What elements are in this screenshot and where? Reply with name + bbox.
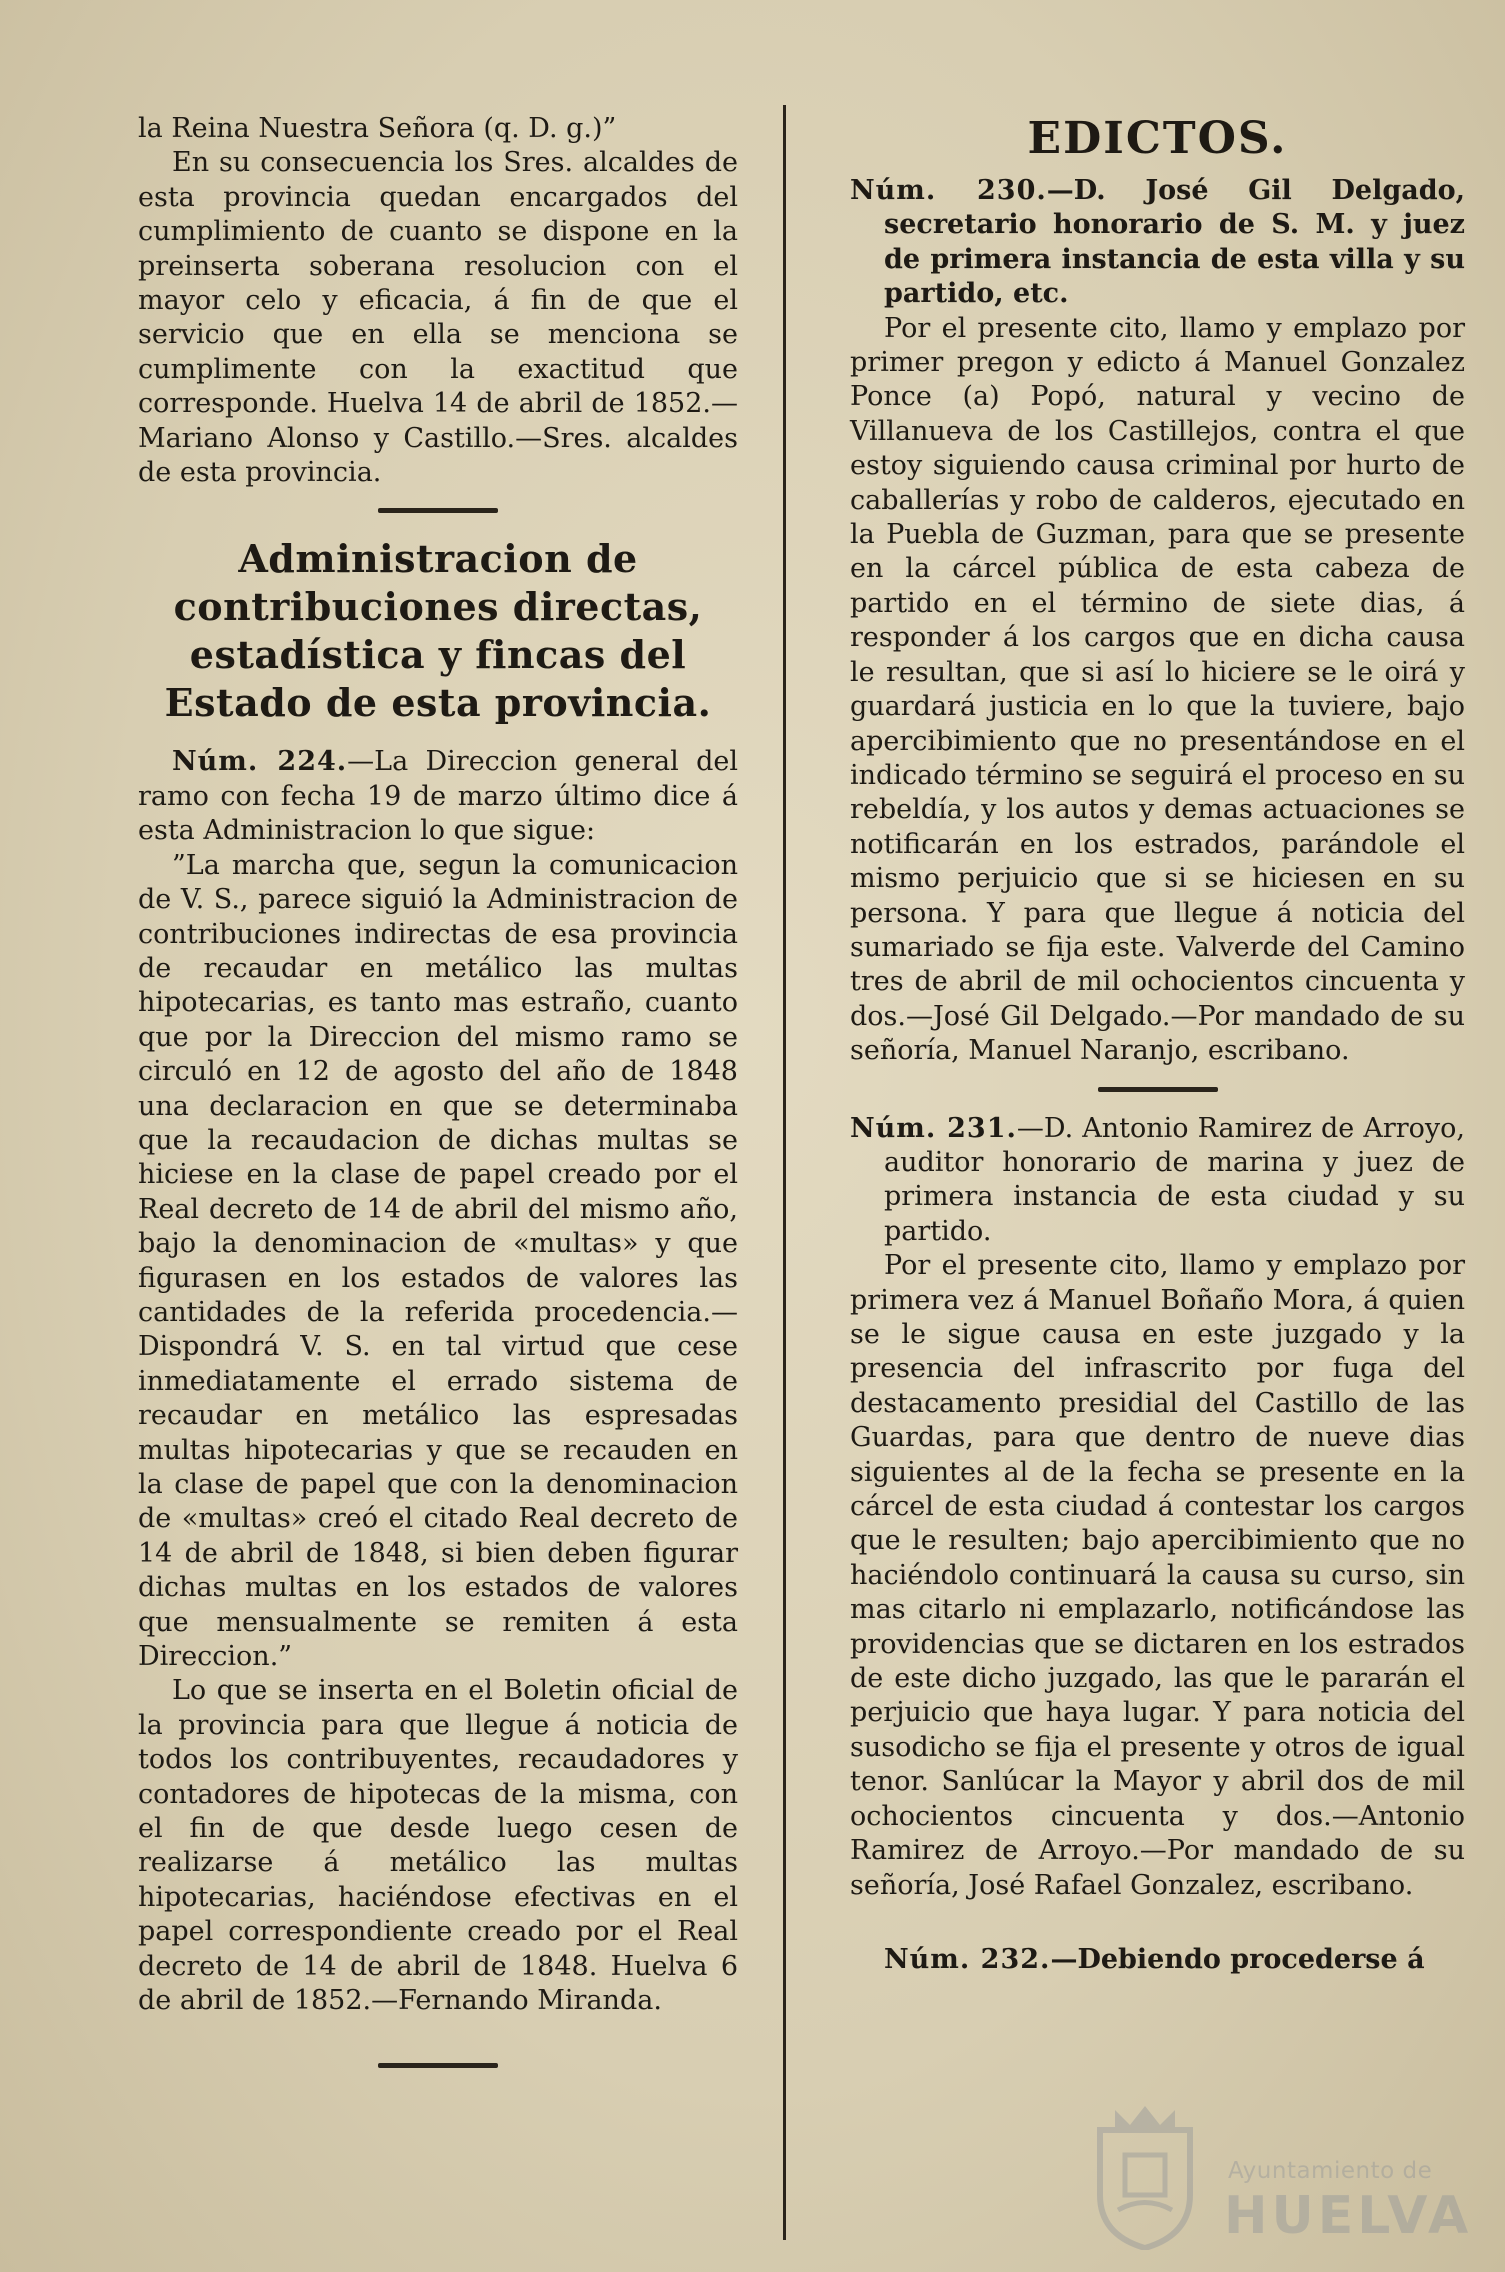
edict-number: Núm. 231. — [850, 1112, 1017, 1144]
notice-intro-text: —La Direccion general del ramo con fecha 19 de marzo último dice á esta Administracion lo que sigue: — [138, 746, 738, 847]
notice-number: Núm. 224. — [172, 746, 348, 778]
edict-232-start — [850, 1943, 1465, 1977]
edict-header-text: —D. José Gil Delgado, secretario honorario de S. M. y juez de primera instancia de esta villa y su partido, etc. — [884, 175, 1465, 310]
edict-232-text: —Debiendo procederse á — [1050, 1943, 1425, 1975]
watermark — [1090, 2100, 1473, 2250]
continued-text: la Reina Nuestra Señora (q. D. g.)” — [138, 113, 617, 144]
right-column — [850, 112, 1465, 1977]
notice-224-intro — [138, 745, 738, 848]
column-divider — [783, 105, 786, 2240]
watermark-line2: HUELVA — [1224, 2186, 1473, 2246]
edictos-heading: EDICTOS. — [1027, 113, 1288, 164]
announcement-paragraph: En su consecuencia los Sres. alcaldes de esta provincia quedan encargados del cumplimiento de cuanto se dispone en la preinserta soberana resolucion con el mayor celo y eficacia, á fin de que el servicio que en ella se menciona se cumplimente con la exactitud que corresponde. Huelva 14 de abril de 1852.—Mariano Alonso y Castillo.—Sres. alcaldes de esta provincia. — [138, 147, 738, 489]
notice-224-closing: Lo que se inserta en el Boletin oficial de la provincia para que llegue á noticia de todos los contribuyentes, recaudadores y contadores de hipotecas de la misma, con el fin de que desde luego cesen de realizarse á metálico las multas hipotecarias, haciéndose efectivas en el papel correspondiente creado por el Real decreto de 14 de abril de 1848. Huelva 6 de abril de 1852.—Fernando Miranda. — [138, 1675, 738, 2017]
spacer — [850, 1903, 1465, 1943]
edict-230-header — [850, 174, 1465, 312]
notice-224-quote: ”La marcha que, segun la comunicacion de V. S., parece siguió la Administracion de contribuciones indirectas de esa provincia de recaudar en metálico las multas hipotecarias, es tanto mas estraño, cuanto que por la Direccion del mismo ramo se circuló en 12 de agosto del año de 1848 una declaracion en que se determinaba que la recaudacion de dichas multas se hiciese en la clase de papel creado por el Real decreto de 14 de abril del mismo año, bajo la denominacion de «multas» y que figurasen en los estados de valores las cantidades de la referida procedencia.—Dispondrá V. S. en tal virtud que cese inmediatamente el errado sistema de recaudar en metálico las espresadas multas hipotecarias y que se recauden en la clase de papel que con la denominacion de «multas» creó el citado Real decreto de 14 de abril de 1848, si bien deben figurar dichas multas en los estados de valores que mensualmente se remiten á esta Direccion.” — [138, 849, 738, 1673]
edict-divider — [1098, 1087, 1218, 1092]
spacer — [138, 727, 738, 745]
end-divider — [378, 2063, 498, 2068]
left-column — [138, 112, 738, 2088]
edict-number: Núm. 230. — [850, 175, 1047, 206]
edict-231-header — [850, 1112, 1465, 1250]
edict-header-text: —D. Antonio Ramirez de Arroyo, auditor honorario de marina y juez de primera instancia de esta ciudad y su partido. — [884, 1112, 1465, 1247]
edict-230-body: Por el presente cito, llamo y emplazo por primer pregon y edicto á Manuel Gonzalez Ponce (a) Popó, natural y vecino de Villanueva de los Castillejos, contra el que estoy siguiendo causa criminal por hurto de caballerías y robo de calderos, ejecutado en la Puebla de Guzman, para que se presente en la cárcel pública de esta cabeza de partido en el término de siete dias, á responder á los cargos que en dicha causa le resultan, que si así lo hiciere se le oirá y guardará justicia en lo que la tuviere, bajo apercibimiento que no presentándose en el indicado término se seguirá el proceso en su rebeldía, y los autos y demas actuaciones se notificarán en los estrados, parándole el mismo perjuicio que si se hiciesen en su persona. Y para que llegue á noticia del sumariado se fija este. Valverde del Camino tres de abril de mil ochocientos cincuenta y dos.—José Gil Delgado.—Por mandado de su señoría, Manuel Naranjo, escribano. — [850, 312, 1465, 1067]
watermark-line1: Ayuntamiento de — [1228, 2158, 1433, 2184]
edict-231-body: Por el presente cito, llamo y emplazo por primera vez á Manuel Boñaño Mora, á quien se le sigue causa en este juzgado y la presencia del infrascrito por fuga del destacamento presidial del Castillo de las Guardas, para que dentro de nueve dias siguientes al de la fecha se presente en la cárcel de esta ciudad á contestar los cargos que le resulten; bajo apercibimiento que no haciéndolo continuará la causa su curso, sin mas citarlo ni emplazarlo, notificándose las providencias que se dictaren en los estrados de este dicho juzgado, las que le pararán el perjuicio que haya lugar. Y para noticia del susodicho se fija el presente y otros de igual tenor. Sanlúcar la Mayor y abril dos de mil ochocientos cincuenta y dos.—Antonio Ramirez de Arroyo.—Por mandado de su señoría, José Rafael Gonzalez, escribano. — [850, 1250, 1465, 1901]
edict-number: Núm. 232. — [884, 1943, 1051, 1975]
section-heading: Administracion de contribuciones directas, estadística y fincas del Estado de esta provincia. — [164, 536, 712, 726]
section-divider — [378, 508, 498, 513]
coat-of-arms-icon — [1090, 2100, 1200, 2250]
